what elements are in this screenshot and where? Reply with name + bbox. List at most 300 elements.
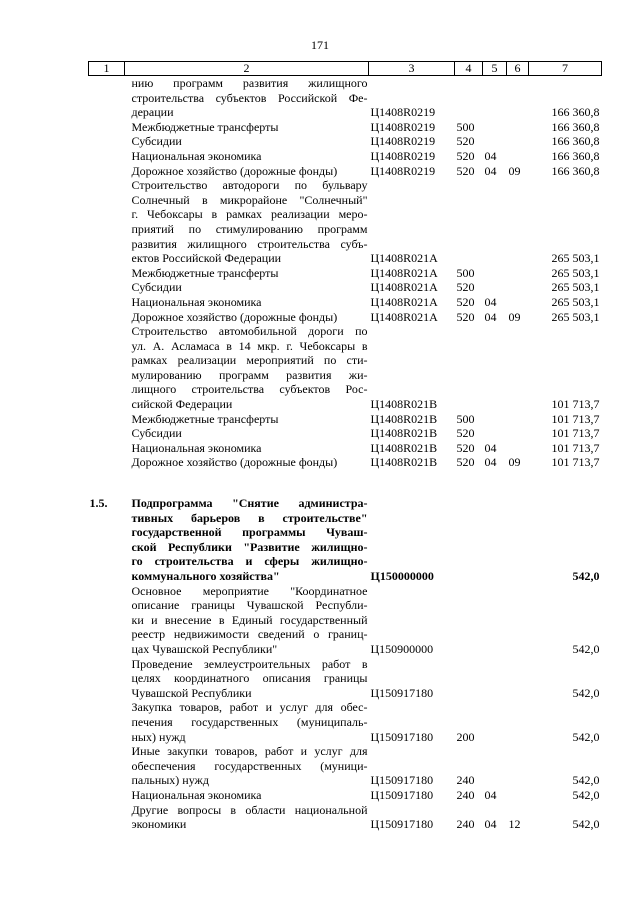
row-number <box>89 671 125 686</box>
table-row <box>89 525 602 540</box>
row-expense-type: 240 <box>456 817 475 832</box>
row-expense-type <box>455 642 483 657</box>
row-amount: 101 713,7 <box>551 411 600 426</box>
row-description: Дорожное хозяйство (дорожные фонды) <box>131 163 338 178</box>
row-number <box>89 817 125 832</box>
row-description: Национальная экономика <box>131 440 262 455</box>
row-number <box>89 397 125 412</box>
row-number <box>89 554 125 569</box>
row-section <box>483 193 507 208</box>
row-subsection <box>507 324 529 339</box>
row-section <box>483 339 507 354</box>
row-section <box>483 700 507 715</box>
row-amount <box>529 744 602 759</box>
row-amount <box>529 368 602 383</box>
row-description: го строительства и сферы жилищно- <box>131 554 368 569</box>
row-section <box>483 598 507 613</box>
row-code <box>369 759 455 774</box>
row-description: печения государственных (муниципаль- <box>131 714 368 729</box>
row-amount <box>529 627 602 642</box>
row-expense-type <box>455 686 483 701</box>
row-section <box>483 496 507 511</box>
row-number <box>89 412 125 427</box>
row-expense-type: 520 <box>456 309 475 324</box>
row-amount <box>529 511 602 526</box>
row-code: Ц150917180 <box>370 817 434 832</box>
row-section <box>483 207 507 222</box>
row-number <box>89 426 125 441</box>
row-subsection <box>507 91 529 106</box>
row-description: ных) нужд <box>131 729 186 744</box>
row-expense-type <box>455 382 483 397</box>
row-description: Иные закупки товаров, работ и услуг для <box>131 744 368 759</box>
row-description: Национальная экономика <box>131 148 262 163</box>
row-code: Ц150917180 <box>370 773 434 788</box>
row-section <box>483 511 507 526</box>
row-subsection <box>507 700 529 715</box>
row-expense-type <box>455 91 483 106</box>
row-expense-type: 500 <box>456 411 475 426</box>
row-code: Ц150000000 <box>370 569 434 583</box>
row-subsection <box>507 525 529 540</box>
row-amount: 265 503,1 <box>551 265 600 280</box>
row-description: рамках реализации мероприятий по сти- <box>131 353 368 368</box>
row-subsection: 09 <box>508 163 521 178</box>
table-row <box>89 817 602 832</box>
table-row <box>89 397 602 412</box>
row-description: приятий по стимулированию программ <box>131 221 368 236</box>
row-code <box>369 613 455 628</box>
row-number <box>89 788 125 803</box>
row-subsection <box>507 788 529 803</box>
row-amount: 542,0 <box>572 685 600 700</box>
row-amount: 265 503,1 <box>551 309 600 324</box>
table-header-row <box>89 62 602 76</box>
row-code <box>369 744 455 759</box>
row-subsection <box>507 496 529 511</box>
row-number <box>89 540 125 555</box>
row-description: Другие вопросы в области национальной <box>131 802 368 817</box>
row-code: Ц1408R021A <box>370 294 438 309</box>
row-number <box>89 295 125 310</box>
row-section <box>483 76 507 91</box>
table-row <box>89 441 602 456</box>
table-row <box>89 237 602 252</box>
table-row <box>89 511 602 526</box>
row-code <box>369 584 455 599</box>
table-row <box>89 730 602 745</box>
row-number <box>89 525 125 540</box>
row-number <box>89 134 125 149</box>
row-amount <box>529 382 602 397</box>
row-description: лищного строительства субъектов Рос- <box>131 382 368 397</box>
row-subsection <box>507 759 529 774</box>
row-number <box>89 642 125 657</box>
row-expense-type <box>455 470 483 496</box>
row-code: Ц1408R021A <box>370 309 438 324</box>
row-amount: 542,0 <box>572 773 600 788</box>
row-code <box>369 91 455 106</box>
table-row <box>89 584 602 599</box>
table-row <box>89 788 602 803</box>
row-amount: 101 713,7 <box>551 440 600 455</box>
row-description: Межбюджетные трансферты <box>131 265 279 280</box>
table-row <box>89 700 602 715</box>
table-row <box>89 120 602 135</box>
row-section <box>483 613 507 628</box>
row-code <box>369 193 455 208</box>
row-amount: 166 360,8 <box>551 163 600 178</box>
row-amount <box>529 657 602 672</box>
table-row <box>89 569 602 584</box>
table-row <box>89 744 602 759</box>
row-description: сийской Федерации <box>131 397 233 412</box>
row-expense-type <box>455 496 483 511</box>
table-row <box>89 207 602 222</box>
header-col-4: 4 <box>455 62 483 76</box>
row-expense-type <box>455 76 483 91</box>
row-subsection <box>507 280 529 295</box>
table-row <box>89 412 602 427</box>
row-number <box>89 382 125 397</box>
row-subsection <box>507 178 529 193</box>
row-number: 1.5. <box>89 496 108 511</box>
row-expense-type <box>455 700 483 715</box>
row-number <box>89 569 125 584</box>
header-col-2: 2 <box>125 62 369 76</box>
row-amount <box>529 554 602 569</box>
row-expense-type <box>455 744 483 759</box>
row-section: 04 <box>484 787 497 802</box>
row-amount <box>529 671 602 686</box>
row-description: мулированию программ развития жи- <box>131 367 368 382</box>
row-expense-type <box>455 715 483 730</box>
table-row <box>89 496 602 511</box>
row-expense-type <box>455 207 483 222</box>
table-row <box>89 134 602 149</box>
table-row <box>89 382 602 397</box>
row-expense-type <box>455 193 483 208</box>
row-subsection <box>507 627 529 642</box>
row-code <box>369 76 455 91</box>
row-description: Национальная экономика <box>131 787 262 802</box>
row-code <box>369 353 455 368</box>
row-section <box>483 642 507 657</box>
row-number <box>89 339 125 354</box>
row-section <box>483 671 507 686</box>
row-description: ки и внесение в Единый государственный <box>131 612 368 627</box>
header-col-5: 5 <box>483 62 507 76</box>
row-number <box>89 657 125 672</box>
row-subsection <box>507 803 529 818</box>
table-row <box>89 455 602 470</box>
row-subsection <box>507 266 529 281</box>
row-amount <box>529 222 602 237</box>
row-section <box>483 105 507 120</box>
row-number <box>89 324 125 339</box>
row-description: г. Чебоксары в рамках реализации меро- <box>131 207 368 222</box>
row-section <box>483 178 507 193</box>
row-amount <box>529 584 602 599</box>
row-code <box>369 657 455 672</box>
row-amount <box>529 759 602 774</box>
table-row <box>89 339 602 354</box>
row-description: Строительство автомобильной дороги по <box>131 324 368 339</box>
row-number <box>89 613 125 628</box>
row-code: Ц150917180 <box>370 685 434 700</box>
row-description: Субсидии <box>131 280 182 295</box>
row-section <box>483 426 507 441</box>
row-amount <box>529 470 602 496</box>
row-description: Межбюджетные трансферты <box>131 411 279 426</box>
row-subsection <box>507 569 529 584</box>
row-section <box>483 525 507 540</box>
row-code: Ц1408R021B <box>370 426 438 441</box>
row-description: ской Республики "Развитие жилищно- <box>131 539 368 554</box>
row-code <box>369 368 455 383</box>
row-subsection <box>507 715 529 730</box>
row-code: Ц1408R0219 <box>370 134 436 149</box>
row-amount <box>529 237 602 252</box>
row-expense-type: 520 <box>456 426 475 441</box>
table-row <box>89 470 602 496</box>
row-description: ул. А. Асламаса в 14 мкр. г. Чебоксары в <box>131 338 368 353</box>
row-subsection <box>507 584 529 599</box>
row-subsection <box>507 193 529 208</box>
row-expense-type <box>455 759 483 774</box>
row-subsection <box>507 744 529 759</box>
table-row <box>89 178 602 193</box>
row-code <box>369 598 455 613</box>
row-expense-type: 240 <box>456 787 475 802</box>
table-row <box>89 671 602 686</box>
row-description: Субсидии <box>131 134 182 149</box>
row-subsection <box>507 540 529 555</box>
row-amount <box>529 540 602 555</box>
row-section: 04 <box>484 455 497 470</box>
row-section <box>483 397 507 412</box>
row-section <box>483 759 507 774</box>
row-description: целях координатного описания границы <box>131 671 368 686</box>
row-number <box>89 149 125 164</box>
row-section <box>483 353 507 368</box>
table-row <box>89 105 602 120</box>
row-number <box>89 368 125 383</box>
row-number <box>89 511 125 526</box>
row-subsection <box>507 686 529 701</box>
row-description: Проведение землеустроительных работ в <box>131 656 368 671</box>
row-expense-type: 520 <box>456 455 475 470</box>
row-description: Национальная экономика <box>131 294 262 309</box>
row-expense-type <box>455 237 483 252</box>
row-expense-type: 500 <box>456 265 475 280</box>
row-section <box>483 382 507 397</box>
row-subsection <box>507 149 529 164</box>
row-section: 04 <box>484 163 497 178</box>
row-subsection <box>507 598 529 613</box>
row-expense-type <box>455 584 483 599</box>
row-description: пальных) нужд <box>131 773 209 788</box>
row-description: Строительство автодороги по бульвару <box>131 178 368 193</box>
row-code: Ц150900000 <box>370 641 434 656</box>
row-number <box>89 598 125 613</box>
row-amount: 265 503,1 <box>551 251 600 266</box>
row-expense-type <box>455 540 483 555</box>
table-row <box>89 715 602 730</box>
row-section <box>483 412 507 427</box>
row-number <box>89 744 125 759</box>
table-row <box>89 353 602 368</box>
row-description: Чувашской Республики <box>131 685 252 700</box>
row-section <box>483 237 507 252</box>
row-expense-type <box>455 251 483 266</box>
row-amount <box>529 715 602 730</box>
row-expense-type <box>455 569 483 584</box>
row-subsection <box>507 441 529 456</box>
row-number <box>89 91 125 106</box>
row-section: 04 <box>484 440 497 455</box>
row-section <box>483 773 507 788</box>
row-amount <box>529 207 602 222</box>
row-expense-type <box>455 598 483 613</box>
row-expense-type: 520 <box>456 134 475 149</box>
row-code <box>369 627 455 642</box>
row-expense-type: 520 <box>456 148 475 163</box>
table-row <box>89 759 602 774</box>
row-subsection: 12 <box>508 817 521 832</box>
row-amount <box>529 91 602 106</box>
row-code <box>369 525 455 540</box>
row-expense-type: 500 <box>456 119 475 134</box>
row-section <box>483 251 507 266</box>
table-row <box>89 193 602 208</box>
row-subsection <box>507 295 529 310</box>
row-amount: 542,0 <box>572 817 600 832</box>
row-section <box>483 715 507 730</box>
row-expense-type <box>455 353 483 368</box>
row-number <box>89 280 125 295</box>
row-expense-type: 520 <box>456 280 475 295</box>
row-number <box>89 803 125 818</box>
row-section <box>483 222 507 237</box>
row-number <box>89 353 125 368</box>
row-expense-type: 520 <box>456 440 475 455</box>
row-section <box>483 627 507 642</box>
row-code <box>369 511 455 526</box>
table-row <box>89 91 602 106</box>
row-amount <box>529 598 602 613</box>
row-code <box>369 540 455 555</box>
row-description: строительства субъектов Российской Фе- <box>131 90 368 105</box>
row-description: тивных барьеров в строительстве" <box>131 510 368 525</box>
row-section <box>483 266 507 281</box>
row-description: ектов Российской Федерации <box>131 251 282 266</box>
row-code: Ц1408R0219 <box>370 148 436 163</box>
row-subsection <box>507 470 529 496</box>
row-subsection <box>507 671 529 686</box>
table-row <box>89 598 602 613</box>
table-row <box>89 627 602 642</box>
row-section <box>483 470 507 496</box>
row-section: 04 <box>484 817 497 832</box>
row-description <box>125 470 369 496</box>
row-amount: 166 360,8 <box>551 105 600 120</box>
row-amount <box>529 76 602 91</box>
row-code: Ц1408R021A <box>370 280 438 295</box>
row-number <box>89 627 125 642</box>
row-section <box>483 540 507 555</box>
row-description: коммунального хозяйства" <box>131 569 280 583</box>
row-section <box>483 91 507 106</box>
row-expense-type <box>455 178 483 193</box>
row-code <box>369 324 455 339</box>
row-code <box>369 803 455 818</box>
row-code <box>369 470 455 496</box>
row-description: Основное мероприятие "Координатное <box>131 583 368 598</box>
row-number <box>89 584 125 599</box>
row-code: Ц150917180 <box>370 787 434 802</box>
row-number <box>89 759 125 774</box>
table-row <box>89 295 602 310</box>
row-expense-type: 240 <box>456 773 475 788</box>
row-section: 04 <box>484 294 497 309</box>
row-description: Дорожное хозяйство (дорожные фонды) <box>131 309 338 324</box>
row-expense-type <box>455 324 483 339</box>
row-description: цах Чувашской Республики" <box>131 641 278 656</box>
row-description: нию программ развития жилищного <box>131 76 368 90</box>
row-description: Межбюджетные трансферты <box>131 119 279 134</box>
header-col-6: 6 <box>507 62 529 76</box>
budget-table <box>88 61 602 832</box>
row-subsection <box>507 222 529 237</box>
row-amount <box>529 178 602 193</box>
row-code <box>369 496 455 511</box>
row-amount <box>529 613 602 628</box>
row-subsection <box>507 554 529 569</box>
row-code <box>369 671 455 686</box>
row-number <box>89 266 125 281</box>
row-subsection: 09 <box>508 309 521 324</box>
row-subsection <box>507 382 529 397</box>
row-subsection <box>507 105 529 120</box>
row-number <box>89 164 125 179</box>
row-code: Ц150917180 <box>370 729 434 744</box>
row-number <box>89 193 125 208</box>
header-col-1: 1 <box>89 62 125 76</box>
table-row <box>89 540 602 555</box>
table-row <box>89 657 602 672</box>
row-section <box>483 730 507 745</box>
row-expense-type <box>455 511 483 526</box>
row-subsection <box>507 339 529 354</box>
row-subsection <box>507 251 529 266</box>
row-subsection <box>507 657 529 672</box>
row-amount: 166 360,8 <box>551 134 600 149</box>
row-number <box>89 686 125 701</box>
row-section <box>483 686 507 701</box>
row-section <box>483 368 507 383</box>
row-code: Ц1408R0219 <box>370 119 436 134</box>
row-expense-type <box>455 803 483 818</box>
row-section <box>483 554 507 569</box>
table-row <box>89 324 602 339</box>
row-expense-type <box>455 105 483 120</box>
row-section: 04 <box>484 148 497 163</box>
row-number <box>89 455 125 470</box>
row-subsection <box>507 397 529 412</box>
row-subsection <box>507 237 529 252</box>
row-amount <box>529 353 602 368</box>
